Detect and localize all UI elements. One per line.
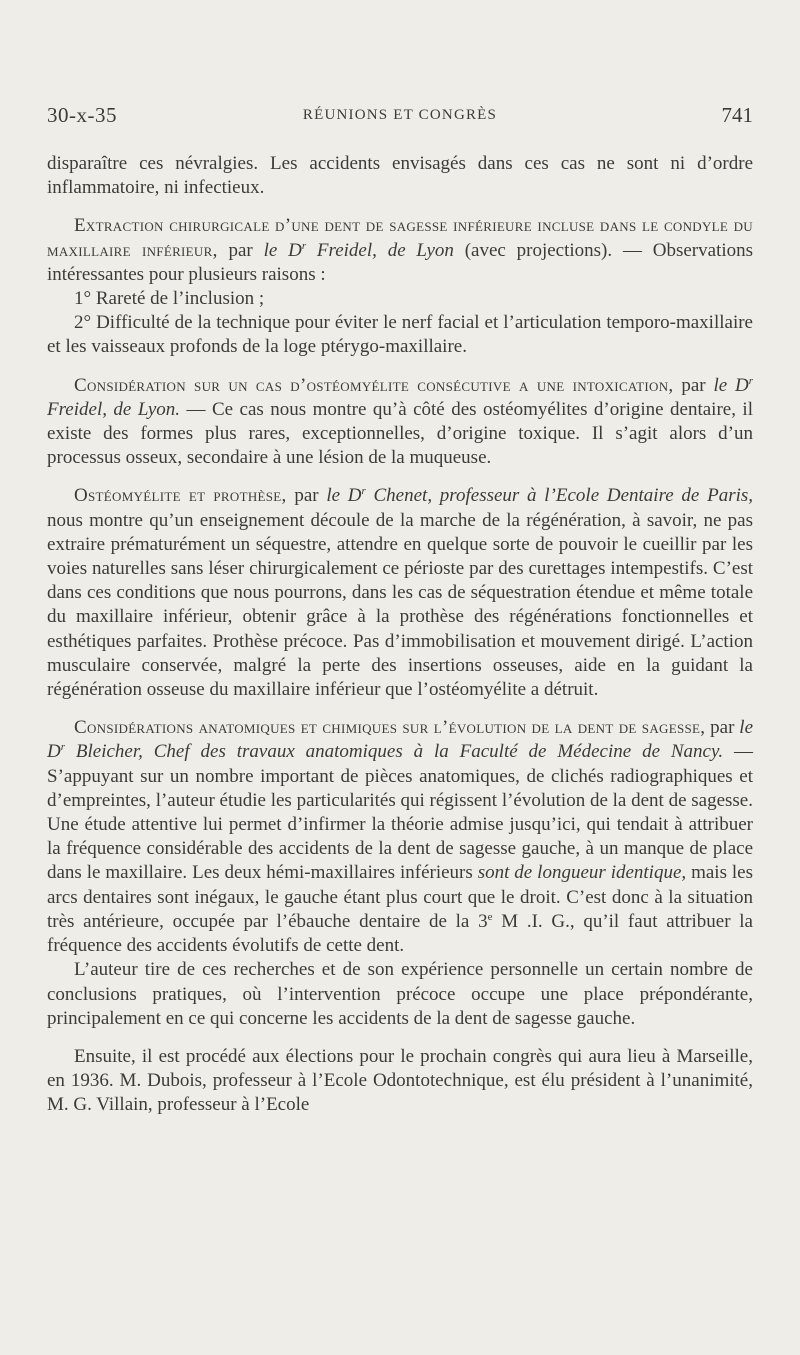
paragraph-par: par	[710, 717, 735, 739]
paragraph-title: Ostéomyélite et prothèse,	[74, 485, 287, 507]
list-item-2: 2° Difficulté de la technique pour éviter le nerf facial et l’articulation temporo-maxillaire et les vaisseaux profonds de la loge ptérygo-maxillaire.	[47, 312, 753, 358]
paragraph-body-cont: mais les arcs dentaires sont inégaux, le gauche étant plus court que le droit. C’est donc à la situation très antérieure, occupée par l’ébauche dentaire de la 3	[47, 862, 753, 932]
paragraph-title: Considérations anatomiques et chimiques sur l’évolution de la dent de sagesse,	[74, 717, 706, 739]
paragraph-body: — Ce cas nous montre qu’à côté des ostéomyélites d’origine dentaire, il existe des formes plus rares, exceptionnelles, d’origine toxique. Il s’agit alors d’un processus osseux, secondaire à une lésion de la muqueuse.	[47, 398, 753, 469]
author-sup: r	[60, 741, 66, 754]
paragraph-osteomyelite-toxique	[47, 374, 753, 471]
author-name	[264, 240, 454, 261]
paragraph-elections: Ensuite, il est procédé aux élections pour le prochain congrès qui aura lieu à Marseille, en 1936. M. Dubois, professeur à l’Ecole Odontotechnique, est élu président à l’unanimité, M. G. Villain, professeur à l’Ecole	[47, 1045, 753, 1116]
author-sup: r	[361, 485, 366, 498]
author-rest: Bleicher, Chef des travaux anatomiques à la Faculté de Médecine de Nancy.	[65, 741, 724, 763]
paragraph-body: — S’appuyant sur un nombre important de pièces anatomiques, de clichés radiographiques et d’empreintes, l’auteur étudie les particularités qui régissent l’évolution de la dent de sagesse. Une étude attentive lui permet d’infirmer la théorie admise jusqu’ici, qui tendait à attribuer la fréquence considérable des accidents de la dent de sagesse gauche, à un manque de place dans le maxillaire. Les deux hémi-maxillaires inférieurs	[47, 741, 753, 884]
running-header	[47, 101, 753, 131]
page-number: 741	[721, 103, 753, 127]
author-prefix: le D	[47, 717, 754, 763]
paragraph-body-end: M .I. G., qu’il faut attribuer la fréquence des accidents évolutifs de cette dent.	[47, 910, 753, 957]
paragraph-osteomyelite-prothese	[47, 484, 753, 702]
ordinal-sup: e	[487, 910, 493, 923]
paragraph-emphasis: sont de longueur identique,	[477, 862, 687, 884]
paragraph-dent-de-sagesse	[47, 716, 753, 958]
paragraph-body: (avec projections). — Observations intéressantes pour plusieurs raisons :	[47, 239, 754, 285]
author-sup: r	[301, 239, 307, 252]
author-name	[326, 485, 753, 506]
author-sup: r	[748, 374, 754, 387]
author-prefix: le D	[263, 239, 302, 261]
paragraph-title: Extraction chirurgicale d’une dent de sagesse inférieure incluse dans le condyle du maxillaire inférieur,	[47, 215, 753, 261]
paragraph-extraction	[47, 214, 753, 287]
paragraph-continuation: disparaître ces névralgies. Les accidents envisagés dans ces cas ne sont ni d’ordre inflammatoire, ni infectieux.	[47, 153, 753, 199]
author-prefix: le D	[326, 485, 362, 507]
header-title: RÉUNIONS ET CONGRÈS	[302, 107, 498, 123]
author-prefix: le D	[713, 374, 749, 396]
paragraph-par: par	[681, 374, 706, 396]
paragraph-body: nous montre qu’un enseignement découle de la marche de la régénération, à savoir, ne pas extraire prématurément un séquestre, attendre en quelque sorte de pouvoir le cueillir par les voies naturelles sans léser chirurgicalement ce périoste par des curettages intempestifs. C’est dans ces conditions que nous pourrons, dans les cas de séquestration étendue et même totale du maxillaire inférieur, obtenir grâce à la prothèse des régénérations fonctionnelles et esthétiques parfaites. Prothèse précoce. Pas d’immobilisation et mouvement dirigé. L’action musculaire conservée, malgré la perte des insertions osseuses, aide en la guidant la régénération osseuse du maxillaire inférieur que l’ostéomyélite a détruit.	[47, 509, 753, 701]
paragraph-par: par	[294, 485, 319, 507]
author-rest: Freidel, de Lyon	[306, 239, 454, 261]
header-date: 30-x-35	[47, 103, 117, 127]
paragraph-par: par	[228, 239, 253, 261]
paragraph-conclusions: L’auteur tire de ces recherches et de son expérience personnelle un certain nombre de conclusions pratiques, où l’intervention précoce occupe une place prépondérante, principalement en ce qui concerne les accidents de la dent de sagesse gauche.	[47, 959, 753, 1029]
list-item-1: 1° Rareté de l’inclusion ;	[74, 288, 265, 310]
author-rest: Freidel, de Lyon.	[47, 398, 181, 420]
body-text	[47, 152, 753, 1118]
paragraph-title: Considération sur un cas d’ostéomyélite consécutive a une intoxication,	[74, 374, 674, 396]
author-rest: Chenet, professeur à l’Ecole Dentaire de Paris,	[365, 485, 754, 507]
